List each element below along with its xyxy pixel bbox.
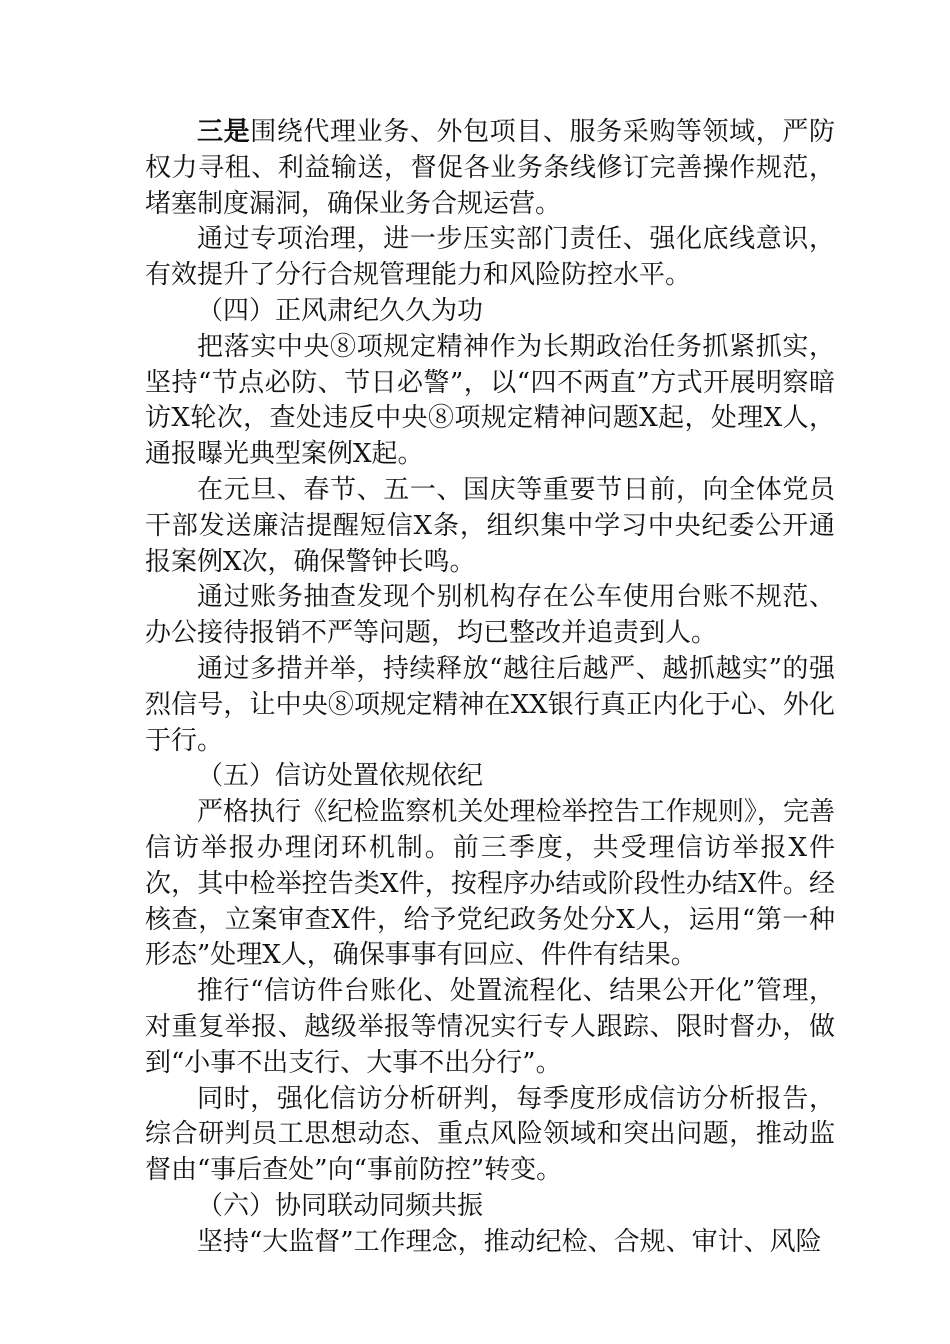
section-heading-6: （六）协同联动同频共振 — [197, 1190, 484, 1221]
paragraph-big-supervision: 坚持“大监督”工作理念，推动纪检、合规、审计、风险 — [197, 1226, 822, 1257]
paragraph-eight-rules: 把落实中央⑧项规定精神作为长期政治任务抓紧抓实，坚持“节点必防、节日必警”，以“四不两直”方式开展明察暗访X轮次，查处违反中央⑧项规定精神问题X起，处理X人，通报曝光典型案例X起。 — [145, 331, 835, 470]
paragraph-third-point — [145, 115, 835, 222]
paragraph-account-checks: 通过账务抽查发现个别机构存在公车使用台账不规范、办公接待报销不严等问题，均已整改并追责到人。 — [145, 582, 835, 649]
section-heading-5: （五）信访处置依规依纪 — [197, 761, 484, 792]
paragraph-special-governance: 通过专项治理，进一步压实部门责任、强化底线意识，有效提升了分行合规管理能力和风险防控水平。 — [145, 224, 835, 291]
paragraph-petition-rules: 严格执行《纪检监察机关处理检举控告工作规则》，完善信访举报办理闭环机制。前三季度，共受理信访举报X件次，其中检举控告类X件，按程序办结或阶段性办结X件。经核查，立案审查X件，给予党纪政务处分X人，运用“第一种形态”处理X人，确保事事有回应、件件有结果。 — [145, 797, 835, 971]
document-body — [145, 115, 835, 1261]
paragraph-petition-analysis: 同时，强化信访分析研判，每季度形成信访分析报告，综合研判员工思想动态、重点风险领域和突出问题，推动监督由“事后查处”向“事前防控”转变。 — [145, 1083, 835, 1186]
paragraph-petition-management: 推行“信访件台账化、处置流程化、结果公开化”管理，对重复举报、越级举报等情况实行专人跟踪、限时督办，做到“小事不出支行、大事不出分行”。 — [145, 976, 835, 1078]
paragraph-holiday-reminders: 在元旦、春节、五一、国庆等重要节日前，向全体党员干部发送廉洁提醒短信X条，组织集中学习中央纪委公开通报案例X次，确保警钟长鸣。 — [145, 474, 835, 577]
paragraph-lead-bold: 三是 — [197, 117, 251, 147]
paragraph-text: 围绕代理业务、外包项目、服务采购等领域，严防权力寻租、利益输送，督促各业务条线修订完善操作规范，堵塞制度漏洞，确保业务合规运营。 — [145, 117, 835, 219]
section-heading-4: （四）正风肃纪久久为功 — [197, 295, 484, 326]
paragraph-multiple-measures: 通过多措并举，持续释放“越往后越严、越抓越实”的强烈信号，让中央⑧项规定精神在XX银行真正内化于心、外化于行。 — [145, 653, 835, 756]
